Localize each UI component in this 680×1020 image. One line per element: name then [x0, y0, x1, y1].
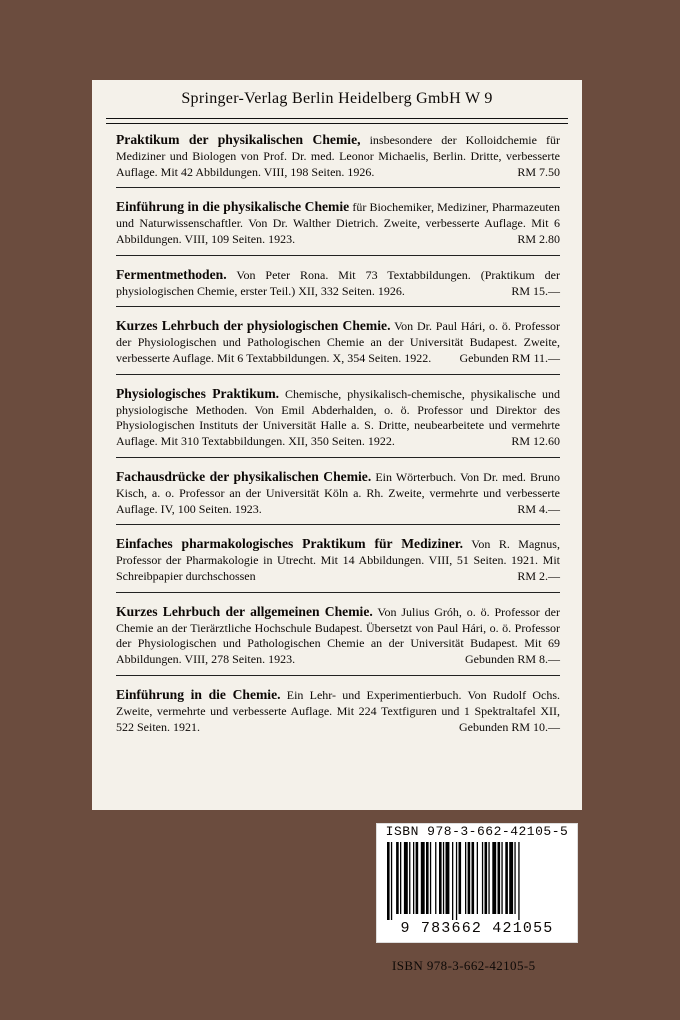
book-price: RM 7.50 — [517, 164, 560, 179]
book-title: Physiologisches Praktikum. — [116, 385, 280, 401]
book-title: Fachausdrücke der physikalischen Chemie. — [116, 468, 372, 484]
barcode-bar — [439, 842, 442, 914]
book-price: Gebunden RM 11.— — [459, 350, 560, 365]
book-description: Von Julius Gróh, o. ö. Professor der Chemie an der Tierärztliche Hochschule Budapest. Übersetzt von Paul Hári, o. ö. Professor der Physiologischen und Pathologischen Chemie an der Universität Budapest. Mit 69 Abbildungen. VIII, 278 Seiten. 1923. — [116, 604, 560, 667]
publisher-heading: Springer-Verlag Berlin Heidelberg GmbH W 9 — [181, 90, 493, 107]
barcode-bar — [514, 842, 515, 914]
barcode-digits: 9 783662 421055 — [400, 920, 554, 937]
barcode-bar — [509, 842, 513, 914]
book-description: Ein Wörterbuch. Von Dr. med. Bruno Kisch, a. o. Professor an der Universität Köln a. Rh. Zweite, vermehrte und verbesserte Auflage. IV, 100 Seiten. 1923. — [116, 469, 560, 516]
barcode-bar — [459, 842, 462, 914]
book-price: RM 15.— — [511, 283, 560, 298]
barcode-bar — [488, 842, 489, 914]
isbn-footer: ISBN 978-3-662-42105-5 — [392, 958, 536, 973]
barcode-bar — [452, 842, 453, 920]
barcode-bar — [396, 842, 399, 914]
barcode-label — [376, 823, 578, 943]
barcode-bar — [465, 842, 466, 914]
barcode-bar — [468, 842, 471, 914]
book-price: RM 12.60 — [511, 434, 560, 449]
barcode-isbn-text: ISBN 978-3-662-42105-5 — [385, 824, 569, 839]
barcode-bar — [456, 842, 457, 920]
barcode-bar — [430, 842, 431, 914]
book-description: insbesondere der Kolloidchemie für Mediziner und Biologen von Prof. Dr. med. Leonor Michaelis, Berlin. Dritte, verbesserte Auflage. Mit 42 Abbildungen. VIII, 198 Seiten. 1926. — [116, 133, 561, 179]
barcode-bar — [387, 842, 390, 920]
barcode-bar — [472, 842, 475, 914]
barcode-bars — [385, 842, 569, 920]
barcode-bar — [482, 842, 483, 914]
book-price: RM 2.— — [517, 568, 560, 583]
book-entry — [116, 318, 560, 374]
barcode-bar — [400, 842, 401, 914]
book-description: Von Peter Rona. Mit 73 Textabbildungen. (Praktikum der physiologischen Chemie, erster Teil.) XII, 332 Seiten. 1926. — [116, 267, 560, 298]
book-description: Von Dr. Paul Hári, o. ö. Professor der Physiologischen und Pathologischen Chemie an der Universität Budapest. Zweite, verbesserte Auflage. Mit 6 Textabbildungen. X, 354 Seiten. 1922. — [116, 319, 560, 365]
barcode-bar — [435, 842, 436, 914]
barcode-bar — [409, 842, 410, 914]
barcode-bar — [492, 842, 496, 914]
barcode-bar — [391, 842, 392, 920]
book-title: Einfaches pharmakologisches Praktikum für Mediziner. — [116, 536, 463, 552]
catalog-panel — [92, 80, 582, 810]
book-entry — [116, 386, 560, 458]
book-title: Einführung in die physikalische Chemie — [116, 199, 350, 215]
barcode-bar — [446, 842, 450, 914]
barcode-bar — [485, 842, 488, 914]
book-price: Gebunden RM 8.— — [465, 652, 560, 667]
book-description: Von R. Magnus, Professor der Pharmakologie in Utrecht. Mit 14 Abbildungen. VIII, 51 Seiten. 1921. Mit Schreibpapier durchschossen — [116, 537, 560, 583]
book-price: RM 4.— — [517, 501, 560, 516]
book-entry — [116, 267, 560, 308]
book-title: Praktikum der physikalischen Chemie, — [116, 132, 361, 147]
double-rule-divider — [106, 118, 568, 124]
book-description: Chemische, physikalisch-chemische, physikalische und physiologische Methoden. Von Emil Abderhalden, o. ö. Professor und Direktor des Physiologischen Instituts der Universität Halle a. S. Dritte, neubearbeitete und vermehrte Auflage. Mit 310 Textabbildungen. XII, 350 Seiten. 1922. — [116, 386, 560, 449]
barcode-bar — [505, 842, 508, 914]
book-price: Gebunden RM 10.— — [459, 719, 560, 734]
barcode-bar — [413, 842, 414, 914]
book-description: für Biochemiker, Mediziner, Pharmazeuten und Naturwissenschaftler. Von Dr. Walther Dietrich. Zweite, verbesserte Auflage. Mit 6 Abbildungen. VIII, 109 Seiten. 1923. — [116, 200, 561, 246]
barcode-bar — [498, 842, 501, 914]
book-entry — [116, 132, 560, 188]
barcode-bar — [518, 842, 519, 920]
barcode-bar — [426, 842, 429, 914]
book-price: RM 2.80 — [517, 231, 560, 246]
book-title: Kurzes Lehrbuch der physiologischen Chemie. — [116, 318, 391, 334]
book-description: Ein Lehr- und Experimentierbuch. Von Rudolf Ochs. Zweite, vermehrte und verbesserte Auflage. Mit 224 Textfiguren und 1 Spektraltafel XII, 522 Seiten. 1921. — [116, 687, 561, 734]
book-entry — [116, 469, 560, 525]
book-title: Einführung in die Chemie. — [116, 686, 281, 702]
barcode-bar — [404, 842, 408, 914]
barcode-bar — [443, 842, 444, 914]
barcode-bar — [477, 842, 478, 914]
book-title: Kurzes Lehrbuch der allgemeinen Chemie. — [116, 603, 373, 619]
barcode-bar — [421, 842, 425, 914]
barcode-bar — [501, 842, 502, 914]
book-entry — [116, 687, 560, 742]
book-entry — [116, 604, 560, 676]
book-list — [116, 132, 560, 742]
book-entry — [116, 199, 560, 255]
barcode-bar — [416, 842, 419, 914]
book-entry — [116, 536, 560, 592]
book-title: Fermentmethoden. — [116, 266, 227, 282]
